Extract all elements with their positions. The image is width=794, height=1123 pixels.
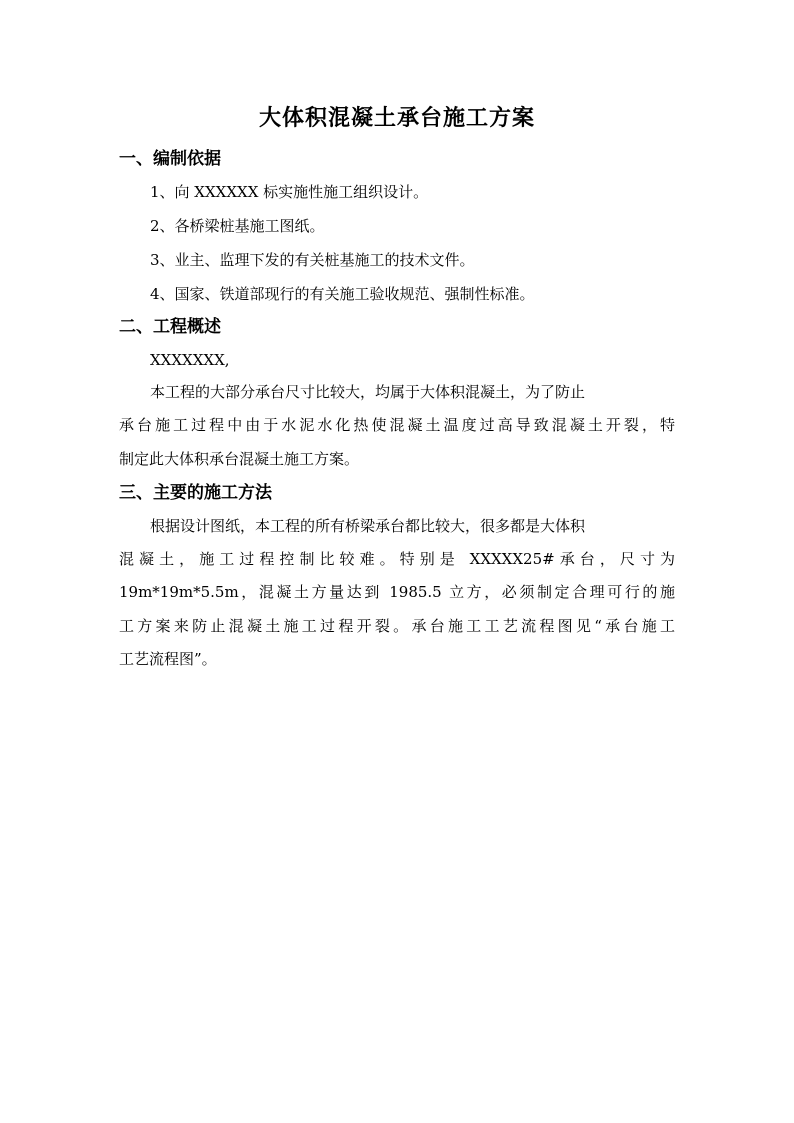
document-title: 大体积混凝土承台施工方案 bbox=[258, 105, 535, 131]
section-heading-methods: 三、主要的施工方法 bbox=[119, 483, 272, 503]
methods-line-1: 根据设计图纸，本工程的所有桥梁承台都比较大，很多都是大体积 bbox=[150, 517, 586, 535]
methods-line-5: 工艺流程图”。 bbox=[119, 650, 217, 668]
overview-line-2: 本工程的大部分承台尺寸比较大，均属于大体积混凝土，为了防止 bbox=[150, 383, 586, 401]
basis-item-2: 2、各桥梁桩基施工图纸。 bbox=[150, 217, 325, 235]
basis-item-3: 3、业主、监理下发的有关桩基施工的技术文件。 bbox=[150, 251, 475, 269]
methods-line-2: 混凝土，施工过程控制比较难。特别是 XXXXX25#承台，尺寸为 bbox=[119, 550, 675, 568]
basis-item-4: 4、国家、铁道部现行的有关施工验收规范、强制性标准。 bbox=[150, 285, 535, 303]
overview-line-1: XXXXXXX, bbox=[150, 351, 230, 369]
methods-line-3: 19m*19m*5.5m，混凝土方量达到 1985.5 立方，必须制定合理可行的施 bbox=[119, 583, 675, 601]
basis-item-1: 1、向 XXXXXX 标实施性施工组织设计。 bbox=[150, 183, 429, 201]
section-heading-basis: 一、编制依据 bbox=[119, 149, 221, 169]
overview-line-3: 承台施工过程中由于水泥水化热使混凝土温度过高导致混凝土开裂，特 bbox=[119, 416, 675, 434]
overview-line-4: 制定此大体积承台混凝土施工方案。 bbox=[119, 450, 360, 468]
section-heading-overview: 二、工程概述 bbox=[119, 317, 221, 337]
methods-line-4: 工方案来防止混凝土施工过程开裂。承台施工工艺流程图见“承台施工 bbox=[119, 617, 675, 635]
